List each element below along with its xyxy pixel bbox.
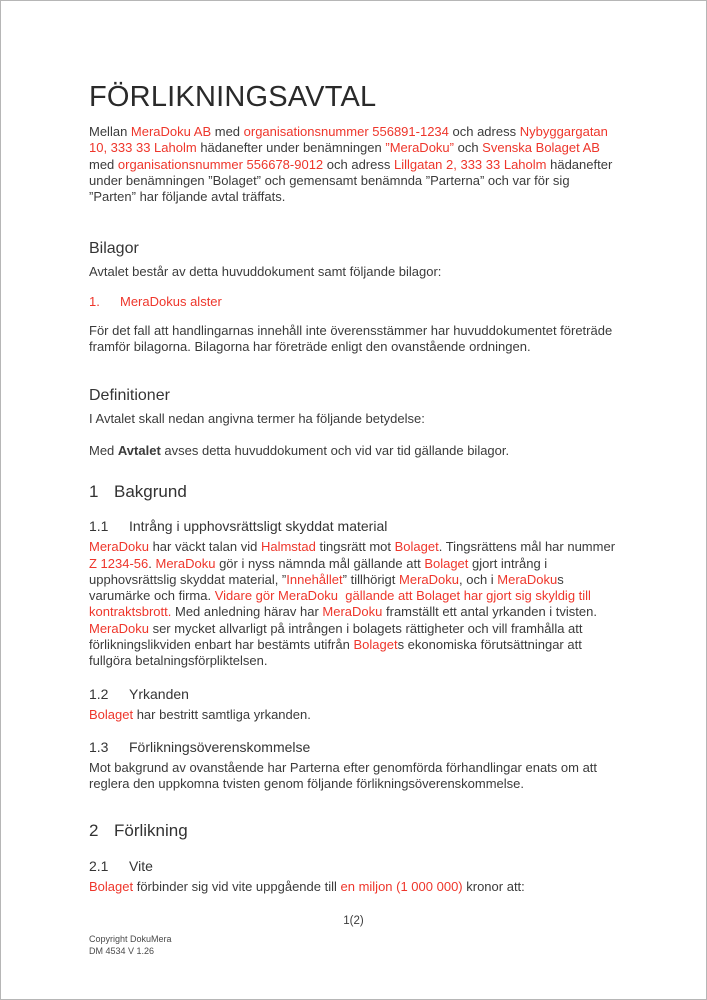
subsection-body-2-1: Bolaget förbinder sig vid vite uppgående till en miljon (1 000 000) kronor att:	[89, 878, 525, 894]
subsection-number: 1.3	[89, 738, 109, 755]
subsection-body-1-3: Mot bakgrund av ovanstående har Parterna efter genomförda förhandlingar enats om att reglera den uppkomna tvisten genom följande förlikningsöverenskommelse.	[89, 759, 598, 792]
document-content	[1, 1, 706, 895]
subsection-number: 2.1	[89, 857, 109, 874]
copyright-line: Copyright DokuMera	[89, 934, 172, 944]
bilaga-item-number: 1.	[89, 293, 100, 309]
subsection-number: 1.2	[89, 685, 109, 702]
bilagor-precedence-text: För det fall att handlingarnas innehåll inte överensstämmer har huvuddokumentet företräde framför bilagorna. Bilagorna har företräde enligt den ovanstående ordningen.	[89, 323, 613, 355]
subsection-title: Vite	[129, 857, 153, 874]
copyright-block	[89, 934, 172, 957]
subsection-heading-1-1	[89, 517, 620, 535]
subsection-body-1-2: Bolaget har bestritt samtliga yrkanden.	[89, 706, 311, 722]
heading-definitioner: Definitioner	[89, 386, 170, 404]
heading-bilagor: Bilagor	[89, 240, 139, 258]
bilaga-item-label: MeraDokus alster	[120, 293, 222, 309]
subsection-heading-1-2	[89, 685, 620, 703]
chapter-title: Förlikning	[114, 820, 188, 840]
chapter-heading-forlikning	[89, 819, 620, 842]
chapter-heading-bakgrund	[89, 480, 620, 503]
bilaga-list-item	[89, 294, 620, 310]
subsection-body-1-1: MeraDoku har väckt talan vid Halmstad tingsrätt mot Bolaget. Tingsrättens mål har nummer Z 1234-56. MeraDoku gör i nyss nämnda mål gällande att Bolaget gjort intrång i upphovsrättslig skyddat material, ”Innehållet” tillhörigt MeraDoku, och i MeraDokus varumärke och firma. Vidare gör MeraDoku gällande att Bolaget har gjort sig skyldig till kontraktsbrott. Med anledning härav har MeraDoku framställt ett antal yrkanden i tvisten. MeraDoku ser mycket allvarligt på intrången i bolagets rättigheter och vill framhålla att förlikningslikviden enbart har bestämts utifrån Bolagets ekonomiska förutsättningar att fullgöra betalningsförpliktelsen.	[89, 539, 616, 669]
definitioner-avtalet-text: Med Avtalet avses detta huvuddokument och vid var tid gällande bilagor.	[89, 442, 510, 458]
subsection-number: 1.1	[89, 518, 109, 535]
chapter-number: 2	[89, 820, 99, 840]
subsection-heading-2-1	[89, 857, 620, 875]
subsection-heading-1-3	[89, 738, 620, 756]
subsection-title: Förlikningsöverenskommelse	[129, 738, 311, 755]
page-number: 1(2)	[343, 915, 364, 927]
document-title: FÖRLIKNINGSAVTAL	[89, 81, 377, 113]
definitioner-intro-text: I Avtalet skall nedan angivna termer ha följande betydelse:	[89, 410, 425, 426]
chapter-number: 1	[89, 482, 99, 502]
subsection-title: Intrång i upphovsrättsligt skyddat material	[129, 518, 388, 535]
intro-paragraph: Mellan MeraDoku AB med organisationsnummer 556891-1234 och adress Nybyggargatan 10, 333 33 Laholm hädanefter under benämningen ”MeraDoku” och Svenska Bolaget AB med organisationsnummer 556678-9012 och adress Lillgatan 2, 333 33 Laholm hädanefter under benämningen ”Bolaget” och gemensamt benämnda ”Parterna” och var för sig ”Parten” har följande avtal träffats.	[89, 124, 613, 205]
subsection-title: Yrkanden	[129, 685, 189, 702]
document-version-line: DM 4534 V 1.26	[89, 945, 155, 956]
bilagor-intro-text: Avtalet består av detta huvuddokument samt följande bilagor:	[89, 264, 442, 280]
chapter-title: Bakgrund	[114, 482, 187, 502]
